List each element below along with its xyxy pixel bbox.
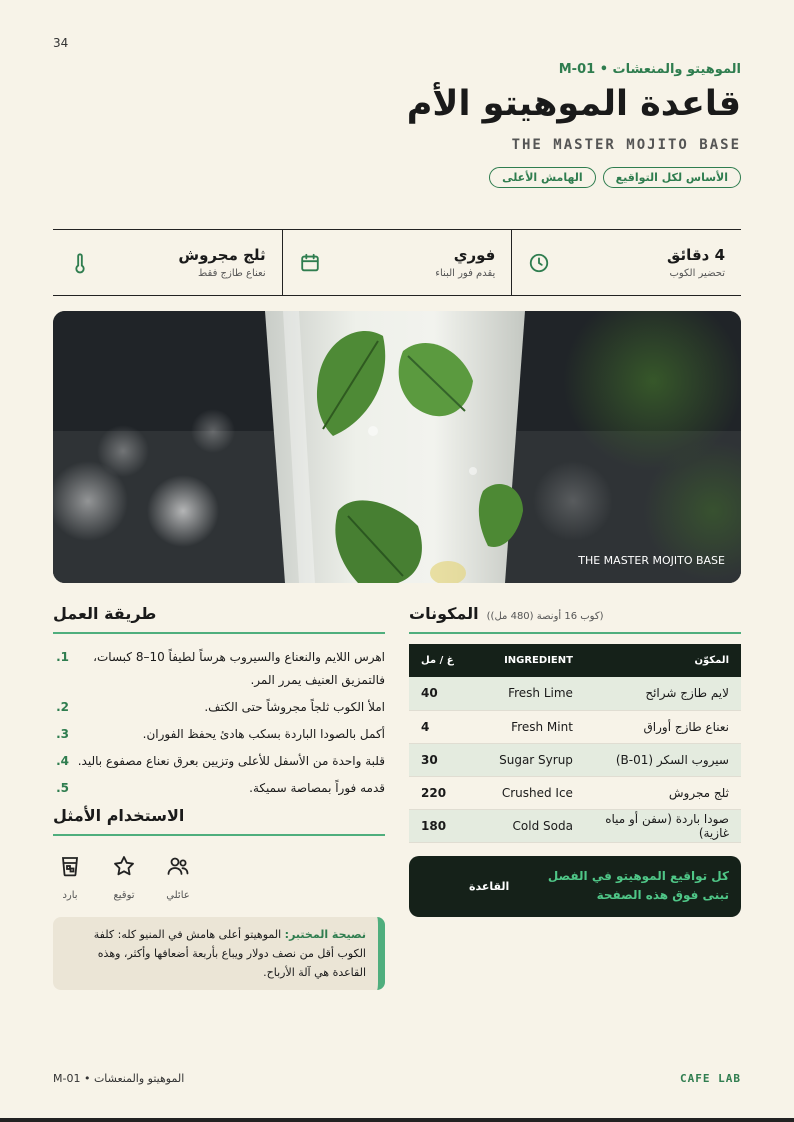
base-callout-text: كل تواقيع الموهيتو في الفصل تبنى فوق هذه الصفحة xyxy=(547,868,729,902)
ingredient-ar-cell: سيروب السكر (B-01) xyxy=(585,743,741,776)
tag-margin: الهامش الأعلى xyxy=(489,167,596,188)
ingredient-en-cell: Sugar Syrup xyxy=(475,743,585,776)
ingredient-ar-cell: صودا باردة (سفن أو مياه غازية) xyxy=(585,809,741,842)
column-header-ingredient-en: INGREDIENT xyxy=(475,644,585,677)
bottom-rule xyxy=(0,1118,794,1122)
ingredient-ar-cell: ثلج مجروش xyxy=(585,776,741,809)
step-text: اهرس اللايم والنعناع والسيروب هرساً لطيفاً 10–8 كبسات، فالتمزيق العنيف يمرر المر. xyxy=(93,650,385,687)
step-text: قدمه فوراً بمصاصة سميكة. xyxy=(249,781,385,795)
footer-brand: CAFE LAB xyxy=(680,1072,741,1085)
table-row xyxy=(409,809,741,842)
ingredient-en-cell: Fresh Lime xyxy=(475,677,585,710)
base-callout xyxy=(409,856,741,917)
thermometer-icon xyxy=(69,252,91,274)
ingredient-en-cell: Fresh Mint xyxy=(475,710,585,743)
qty-cell: 30 xyxy=(409,743,475,776)
list-item xyxy=(53,777,385,800)
step-text: قلبة واحدة من الأسفل للأعلى وتزيين بعرق نعناع مصفوع باليد. xyxy=(77,754,385,768)
calendar-icon xyxy=(299,252,321,274)
usage-label: توقيع xyxy=(113,890,135,901)
usage-family xyxy=(161,854,195,901)
info-title: 4 دقائق xyxy=(667,246,725,264)
column-header-ingredient-ar: المكوّن xyxy=(585,644,741,677)
ingredient-ar-cell: لايم طازج شرائح xyxy=(585,677,741,710)
ingredient-en-cell: Cold Soda xyxy=(475,809,585,842)
step-number: 4. xyxy=(56,754,69,768)
list-item xyxy=(53,750,385,773)
ingredients-table xyxy=(409,644,741,843)
table-row xyxy=(409,776,741,809)
info-strip xyxy=(53,229,741,296)
qty-cell: 180 xyxy=(409,809,475,842)
footer-chapter: الموهيتو والمنعشات • M-01 xyxy=(53,1072,185,1085)
cold-cup-icon xyxy=(58,854,82,878)
tip-label: نصيحة المختبر: xyxy=(284,928,366,941)
usage-label: عائلي xyxy=(166,890,190,901)
method-header xyxy=(53,604,385,634)
usage-icons xyxy=(53,836,385,901)
page-title: قاعدة الموهيتو الأم xyxy=(406,84,741,124)
base-callout-label: القاعدة xyxy=(469,879,510,893)
method-title: طريقة العمل xyxy=(53,604,157,623)
step-text: أكمل بالصودا الباردة بسكب هادئ يحفظ الفوران. xyxy=(142,727,385,741)
info-ice xyxy=(53,230,283,295)
star-icon xyxy=(112,854,136,878)
info-sub: نعناع طازج فقط xyxy=(198,268,266,279)
usage-header xyxy=(53,806,385,836)
info-title: فوري xyxy=(453,246,496,264)
tag-base: الأساس لكل التواقيع xyxy=(603,167,741,188)
usage-cold xyxy=(53,854,87,901)
recipe-header xyxy=(407,62,741,188)
usage-title: الاستخدام الأمثل xyxy=(53,806,185,825)
qty-cell: 220 xyxy=(409,776,475,809)
page-number: 34 xyxy=(53,36,69,50)
table-row xyxy=(409,710,741,743)
table-row xyxy=(409,677,741,710)
info-sub: يقدم فور البناء xyxy=(435,268,496,279)
list-item xyxy=(53,696,385,719)
ingredient-en-cell: Crushed Ice xyxy=(475,776,585,809)
step-number: 5. xyxy=(56,781,69,795)
mojito-photo xyxy=(53,311,741,583)
method-steps xyxy=(53,646,385,800)
tag-list xyxy=(407,167,741,188)
ingredients-section xyxy=(409,604,741,917)
ingredient-ar-cell: نعناع طازج أوراق xyxy=(585,710,741,743)
step-number: 2. xyxy=(56,700,69,714)
usage-label: بارد xyxy=(62,890,78,901)
hero-image xyxy=(53,311,741,583)
qty-cell: 4 xyxy=(409,710,475,743)
table-row xyxy=(409,743,741,776)
chapter-eyebrow: الموهيتو والمنعشات • M-01 xyxy=(558,62,741,77)
family-icon xyxy=(166,854,190,878)
step-text: املأ الكوب ثلجاً مجروشاً حتى الكتف. xyxy=(204,700,385,714)
info-serving xyxy=(283,230,513,295)
column-header-qty: غ / مل xyxy=(409,644,475,677)
table-header-row xyxy=(409,644,741,677)
ingredients-header xyxy=(409,604,741,634)
list-item xyxy=(53,646,385,692)
qty-cell: 40 xyxy=(409,677,475,710)
hero-caption: THE MASTER MOJITO BASE xyxy=(578,554,725,567)
tip-text: الموهيتو أعلى هامش في المنيو كله: كلفة الكوب أقل من نصف دولار ويباع بأربعة أضعافها وأكثر، وهذه القاعدة هي آلة الأرباح. xyxy=(93,928,366,979)
info-prep-time xyxy=(512,230,741,295)
list-item xyxy=(53,723,385,746)
ingredients-title: المكونات xyxy=(409,604,479,623)
info-title: ثلج مجروش xyxy=(178,246,266,264)
usage-signature xyxy=(107,854,141,901)
clock-icon xyxy=(528,252,550,274)
step-number: 3. xyxy=(56,727,69,741)
ingredients-note: (كوب 16 أونصة (480 مل)) xyxy=(486,611,604,622)
lab-tip xyxy=(53,917,385,990)
step-number: 1. xyxy=(56,650,69,664)
method-section xyxy=(53,604,385,990)
info-sub: تحضير الكوب xyxy=(669,268,725,279)
page-subtitle: THE MASTER MOJITO BASE xyxy=(511,137,741,153)
